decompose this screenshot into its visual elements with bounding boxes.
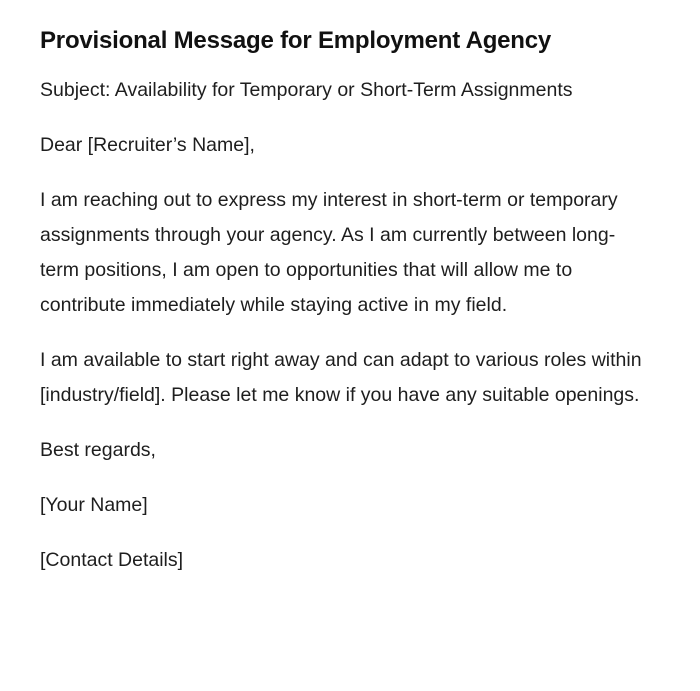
signature-contact: [Contact Details] [40, 549, 184, 571]
document-title: Provisional Message for Employment Agency [40, 27, 552, 54]
salutation: Dear [Recruiter’s Name], [40, 134, 255, 156]
closing: Best regards, [40, 439, 156, 461]
body-paragraph-2: I am available to start right away and can adapt to various roles within [industry/field]. Please let me know if you have any suitable openings. [40, 349, 642, 406]
subject-line: Subject: Availability for Temporary or Short-Term Assignments [40, 79, 573, 101]
document [40, 24, 650, 578]
body-paragraph-1: I am reaching out to express my interest in short-term or temporary assignments through your agency. As I am currently between long-term positions, I am open to opportunities that will allow me to contribute immediately while staying active in my field. [40, 189, 618, 316]
signature-name: [Your Name] [40, 494, 148, 516]
